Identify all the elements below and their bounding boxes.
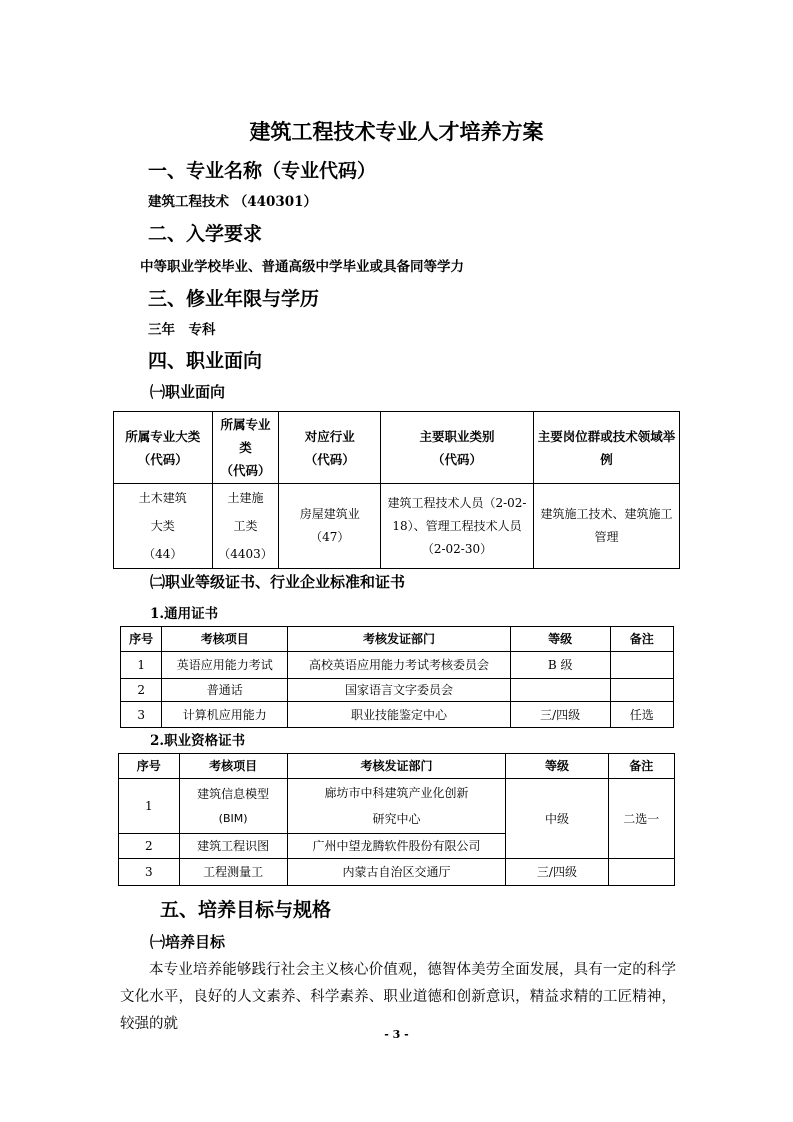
table-cell: 三/四级 (506, 859, 608, 886)
header-cell: 备注 (610, 627, 673, 652)
table-cell: 土建施 工类 （4403） (212, 484, 279, 569)
header-cell: 主要职业类别 （代码） (380, 412, 533, 484)
header-cell: 对应行业 （代码） (279, 412, 381, 484)
table-cell: 土木建筑 大类 （44） (114, 484, 213, 569)
table-row (121, 702, 674, 728)
admission-text: 中等职业学校毕业、普通高级中学毕业或具备同等学力 (140, 259, 464, 275)
prof-cert-title: 2.职业资格证书 (150, 733, 246, 749)
table-cell: 建筑信息模型 (BIM) (179, 779, 287, 834)
table-cell: 普通话 (162, 679, 288, 702)
general-cert-table (120, 626, 674, 728)
header-cell: 考核发证部门 (288, 627, 511, 652)
header-cell: 所属专业类 （代码） (212, 412, 279, 484)
table-cell: 三/四级 (510, 702, 610, 728)
header-cell: 等级 (510, 627, 610, 652)
table-row (121, 679, 674, 702)
table-cell: 1 (121, 652, 162, 679)
table-cell: 内蒙古自治区交通厅 (287, 859, 506, 886)
table-cell: 1 (119, 779, 180, 834)
table-cell (610, 652, 673, 679)
header-cell: 序号 (121, 627, 162, 652)
table-cell: 2 (121, 679, 162, 702)
table-cell: 2 (119, 834, 180, 859)
page-number: - 3 - (384, 1028, 409, 1041)
header-cell: 考核发证部门 (287, 754, 506, 779)
general-cert-title: 1.通用证书 (150, 606, 219, 622)
merged-note-cell: 二选一 (608, 779, 675, 859)
header-cell: 序号 (119, 754, 180, 779)
document-title: 建筑工程技术专业人才培养方案 (249, 119, 544, 144)
section-3-heading: 三、修业年限与学历 (148, 288, 320, 310)
table-cell (608, 859, 675, 886)
table-cell: 建筑工程识图 (179, 834, 287, 859)
table-cell (510, 679, 610, 702)
table-cell: 廊坊市中科建筑产业化创新 研究中心 (287, 779, 506, 834)
merged-level-cell: 中级 (506, 779, 608, 859)
header-cell: 所属专业大类（代码） (114, 412, 213, 484)
table-cell: 3 (119, 859, 180, 886)
table-row (119, 779, 675, 834)
header-cell: 考核项目 (162, 627, 288, 652)
header-cell: 主要岗位群或技术领域举例 (533, 412, 679, 484)
duration-text: 三年 专科 (148, 322, 216, 338)
table-cell: 建筑施工技术、建筑施工管理 (533, 484, 679, 569)
prof-cert-table (118, 753, 675, 886)
goals-paragraph: 本专业培养能够践行社会主义核心价值观，德智体美劳全面发展，具有一定的科学文化水平，良好的人文素养、科学素养、职业道德和创新意识，精益求精的工匠精神，较强的就 (120, 962, 676, 1032)
table-cell: B 级 (510, 652, 610, 679)
table-cell (610, 679, 673, 702)
section-5-heading: 五、培养目标与规格 (160, 899, 332, 921)
table-cell: 任选 (610, 702, 673, 728)
table-cell: 国家语言文字委员会 (288, 679, 511, 702)
table-cell: 建筑工程技术人员（2-02-18）、管理工程技术人员 （2-02-30） (380, 484, 533, 569)
section-1-heading: 一、专业名称（专业代码） (148, 160, 377, 182)
major-name-text: 建筑工程技术 （440301） (148, 194, 318, 210)
table-cell: 3 (121, 702, 162, 728)
table-row (121, 652, 674, 679)
section-2-heading: 二、入学要求 (148, 223, 263, 245)
career-table (113, 411, 680, 569)
table-row (119, 859, 675, 886)
subsection-certs-heading: ㈡职业等级证书、行业企业标准和证书 (150, 573, 406, 591)
table-cell: 计算机应用能力 (162, 702, 288, 728)
table-cell: 工程测量工 (179, 859, 287, 886)
header-cell: 等级 (506, 754, 608, 779)
section-4-heading: 四、职业面向 (148, 350, 263, 372)
table-cell: 英语应用能力考试 (162, 652, 288, 679)
table-cell: 广州中望龙腾软件股份有限公司 (287, 834, 506, 859)
header-cell: 考核项目 (179, 754, 287, 779)
table-cell: 高校英语应用能力考试考核委员会 (288, 652, 511, 679)
table-cell: 房屋建筑业 （47） (279, 484, 381, 569)
subsection-goals-heading: ㈠培养目标 (150, 933, 226, 951)
table-cell: 职业技能鉴定中心 (288, 702, 511, 728)
header-cell: 备注 (608, 754, 675, 779)
subsection-career-heading: ㈠职业面向 (150, 383, 226, 401)
